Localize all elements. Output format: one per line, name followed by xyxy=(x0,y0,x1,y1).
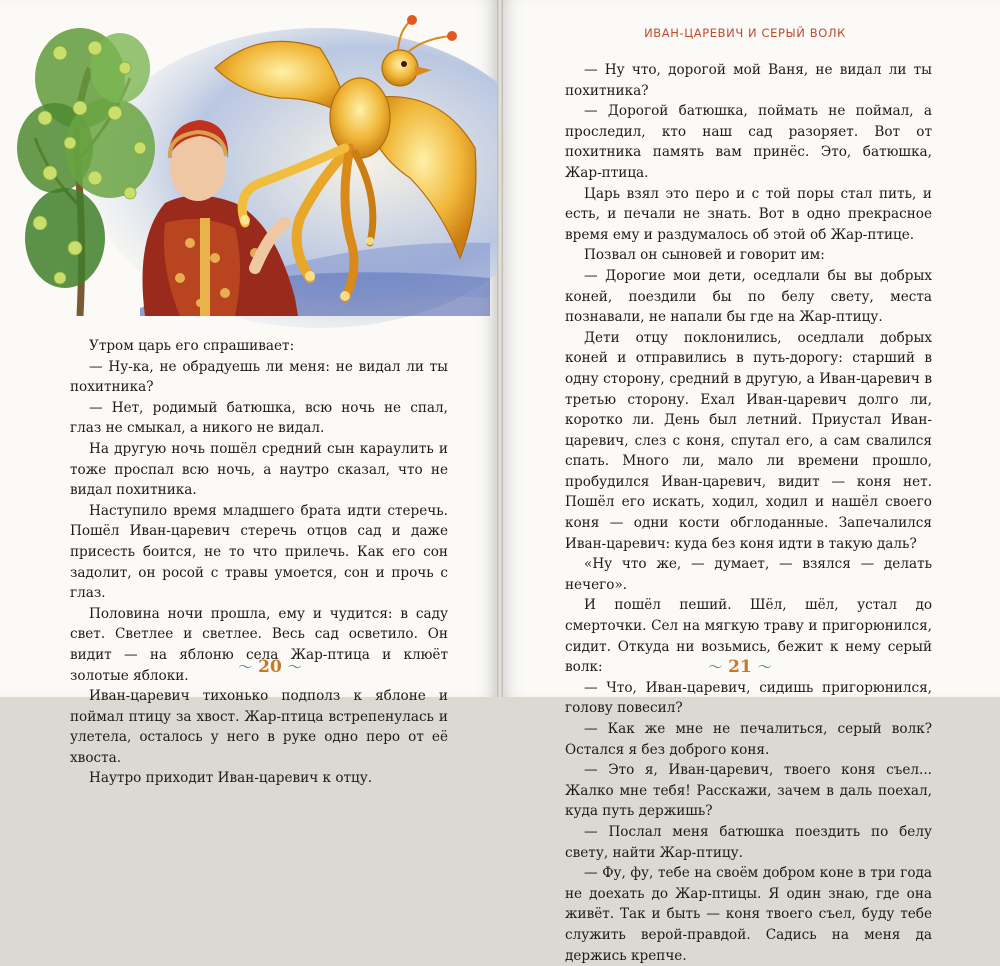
paragraph: — Как же мне не печалиться, серый волк? Остался я без доброго коня. xyxy=(565,721,932,758)
paragraph: Дети отцу поклонились, оседлали добрых коней и отправились в путь-дорогу: старший в одну сторону, средний в другую, а Иван-царевич в третью сторону. Ехал Иван-царевич долго ли, коротко ли. День был летний. Приустал Иван-царевич, слез с коня, спутал его, а сам свалился спать. Много ли, мало ли времени прошло, пробудился Иван-царевич, видит — коня нет. Пошёл его искать, ходил, ходил и нашёл своего коня — одни кости обглоданные. Запечалился Иван-царевич: куда без коня идти в такую даль? xyxy=(565,329,932,552)
paragraph: На другую ночь пошёл средний сын караулить и тоже проспал всю ночь, а наутро сказал, что не видал похитника. xyxy=(70,440,448,499)
right-page-text xyxy=(565,60,932,966)
paragraph: — Ну что, дорогой мой Ваня, не видал ли ты похитника? xyxy=(565,62,932,99)
firebird-illustration xyxy=(20,8,490,316)
page-number-value: 20 xyxy=(258,657,282,677)
left-page xyxy=(0,0,497,787)
paragraph: — Послал меня батюшка поездить по белу свету, найти Жар-птицу. xyxy=(565,823,932,861)
paragraph: Половина ночи прошла, ему и чудится: в саду свет. Светлее и светлее. Весь сад осветило. Он видит — на яблоню села Жар-птица и клюёт золотые яблоки. xyxy=(70,605,448,684)
ornament-left: 〜 xyxy=(238,660,253,676)
paragraph: — Что, Иван-царевич, сидишь пригорюнился, голову повесил? xyxy=(565,679,932,717)
paragraph: Наступило время младшего брата идти стеречь. Пошёл Иван-царевич стеречь отцов сад и даже присесть боится, не то что прилечь. Как его сон задолит, он росой с травы умоется, сон и прочь с глаз. xyxy=(70,502,448,602)
paragraph: — Это я, Иван-царевич, твоего коня съел... Жалко мне тебя! Расскажи, зачем в даль поехал, куда путь держишь? xyxy=(565,762,932,820)
paragraph: Царь взял это перо и с той поры стал пить, и есть, и печали не знать. Вот в одно прекрасное время ему и раздумалось об этой об Жар-птице. xyxy=(565,185,932,243)
paragraph: — Ну-ка, не обрадуешь ли меня: не видал ли ты похитника? xyxy=(70,358,448,396)
ornament-left: 〜 xyxy=(708,660,723,676)
paragraph: И пошёл пеший. Шёл, шёл, устал до смерточки. Сел на мягкую траву и пригорюнился, сидит. Откуда ни возьмись, бежит к нему серый волк: xyxy=(565,597,932,676)
page-number-right xyxy=(700,657,780,677)
ornament-right: 〜 xyxy=(287,660,302,676)
paragraph: Иван-царевич тихонько подполз к яблоне и поймал птицу за хвост. Жар-птица встрепенулась и улетела, осталось у него в руке одно перо от её хвоста. xyxy=(70,688,448,766)
paragraph: — Дорогие мои дети, оседлали бы вы добрых коней, поездили бы по белу свету, места познавали, не напали бы где на Жар-птицу. xyxy=(565,267,932,326)
paragraph: Наутро приходит Иван-царевич к отцу. xyxy=(89,770,373,787)
paragraph: — Фу, фу, тебе на своём добром коне в три года не доехать до Жар-птицы. Я один знаю, где она живёт. Так и быть — коня твоего съел, буду тебе служить верой-правдой. Садись на меня да держись крепче. xyxy=(565,865,932,964)
left-page-text xyxy=(70,336,448,789)
paragraph: Позвал он сыновей и говорит им: xyxy=(584,247,825,264)
apple-tree xyxy=(17,28,155,316)
running-head: ИВАН-ЦАРЕВИЧ И СЕРЫЙ ВОЛК xyxy=(644,26,846,40)
page-number-value: 21 xyxy=(728,657,752,677)
paragraph: «Ну что же, — думает, — взялся — делать нечего». xyxy=(565,556,932,593)
paragraph: — Дорогой батюшка, поймать не поймал, а проследил, кто наш сад разоряет. Вот от похитника память вам принёс. Это, батюшка, Жар-птица. xyxy=(565,103,932,181)
ornament-right: 〜 xyxy=(757,660,772,676)
paragraph: — Нет, родимый батюшка, всю ночь не спал, глаз не смыкал, а никого не видал. xyxy=(70,399,448,437)
page-number-left xyxy=(230,657,310,677)
paragraph: Утром царь его спрашивает: xyxy=(89,338,295,354)
